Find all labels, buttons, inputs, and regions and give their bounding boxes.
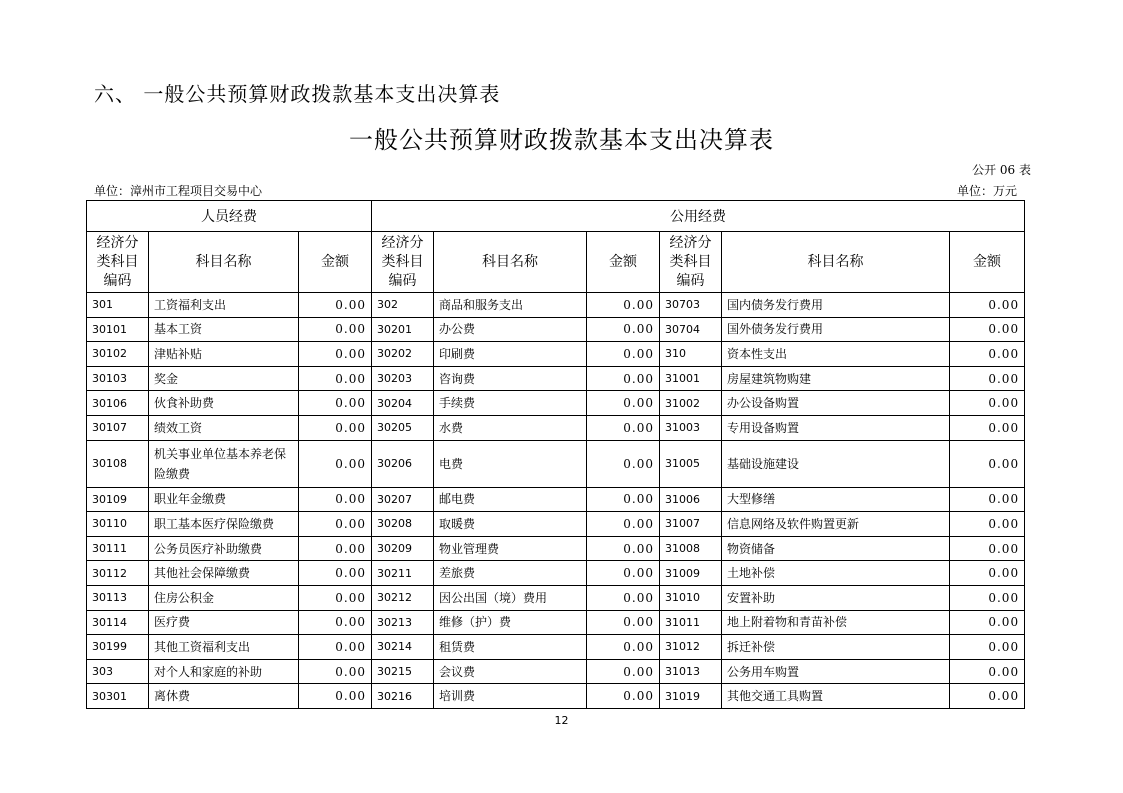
row-code: 30101 (87, 317, 149, 342)
page-number: 12 (554, 714, 569, 727)
row-code: 31009 (660, 561, 722, 586)
row-name: 国外债务发行费用 (722, 317, 950, 342)
table-row (87, 440, 1025, 487)
row-name: 印刷费 (434, 342, 587, 367)
row-name: 水费 (434, 415, 587, 440)
row-name: 职工基本医疗保险缴费 (149, 512, 299, 537)
row-code: 30108 (87, 440, 149, 487)
column-header-code: 经济分类科目编码 (87, 232, 149, 293)
row-code: 30214 (372, 635, 434, 660)
row-name: 拆迁补偿 (722, 635, 950, 660)
row-code: 30110 (87, 512, 149, 537)
row-amount: 0.00 (299, 635, 372, 660)
row-code: 301 (87, 293, 149, 318)
row-name: 差旅费 (434, 561, 587, 586)
row-amount: 0.00 (950, 391, 1025, 416)
row-name: 工资福利支出 (149, 293, 299, 318)
row-amount: 0.00 (299, 293, 372, 318)
row-code: 30207 (372, 487, 434, 512)
row-amount: 0.00 (950, 536, 1025, 561)
row-name: 会议费 (434, 659, 587, 684)
row-amount: 0.00 (587, 342, 660, 367)
row-name: 伙食补助费 (149, 391, 299, 416)
row-amount: 0.00 (587, 659, 660, 684)
row-amount: 0.00 (299, 391, 372, 416)
row-amount: 0.00 (950, 317, 1025, 342)
row-name: 基本工资 (149, 317, 299, 342)
row-name: 基础设施建设 (722, 440, 950, 487)
row-amount: 0.00 (299, 415, 372, 440)
page-title: 一般公共预算财政拨款基本支出决算表 (349, 126, 774, 154)
row-code: 302 (372, 293, 434, 318)
row-amount: 0.00 (587, 317, 660, 342)
column-header-code: 经济分类科目编码 (660, 232, 722, 293)
table-row (87, 415, 1025, 440)
row-code: 30205 (372, 415, 434, 440)
row-amount: 0.00 (950, 415, 1025, 440)
row-amount: 0.00 (299, 659, 372, 684)
row-amount: 0.00 (950, 684, 1025, 709)
row-code: 30204 (372, 391, 434, 416)
row-amount: 0.00 (950, 440, 1025, 487)
row-code: 31012 (660, 635, 722, 660)
row-code: 30301 (87, 684, 149, 709)
row-code: 30703 (660, 293, 722, 318)
row-code: 303 (87, 659, 149, 684)
row-name: 机关事业单位基本养老保险缴费 (149, 440, 299, 487)
row-code: 30113 (87, 585, 149, 610)
row-code: 31005 (660, 440, 722, 487)
row-name: 商品和服务支出 (434, 293, 587, 318)
unit-organization: 单位：漳州市工程项目交易中心 (94, 184, 263, 198)
row-name: 津贴补贴 (149, 342, 299, 367)
row-amount: 0.00 (299, 342, 372, 367)
column-header-name: 科目名称 (722, 232, 950, 293)
row-amount: 0.00 (587, 293, 660, 318)
row-name: 其他社会保障缴费 (149, 561, 299, 586)
row-code: 30201 (372, 317, 434, 342)
row-name: 办公设备购置 (722, 391, 950, 416)
row-amount: 0.00 (299, 684, 372, 709)
row-amount: 0.00 (299, 366, 372, 391)
row-code: 30206 (372, 440, 434, 487)
group-header-public: 公用经费 (372, 201, 1025, 232)
row-amount: 0.00 (950, 293, 1025, 318)
table-row (87, 585, 1025, 610)
row-code: 30114 (87, 610, 149, 635)
row-name: 维修（护）费 (434, 610, 587, 635)
budget-table (86, 200, 1025, 709)
table-row (87, 342, 1025, 367)
table-row (87, 635, 1025, 660)
row-code: 30203 (372, 366, 434, 391)
row-name: 绩效工资 (149, 415, 299, 440)
table-row (87, 561, 1025, 586)
row-name: 奖金 (149, 366, 299, 391)
row-name: 信息网络及软件购置更新 (722, 512, 950, 537)
table-body (87, 293, 1025, 709)
row-name: 物资储备 (722, 536, 950, 561)
row-amount: 0.00 (587, 487, 660, 512)
row-amount: 0.00 (587, 512, 660, 537)
row-code: 30107 (87, 415, 149, 440)
row-amount: 0.00 (299, 440, 372, 487)
row-code: 310 (660, 342, 722, 367)
table-row (87, 512, 1025, 537)
table-row (87, 317, 1025, 342)
row-amount: 0.00 (299, 487, 372, 512)
row-name: 房屋建筑物购建 (722, 366, 950, 391)
row-name: 其他工资福利支出 (149, 635, 299, 660)
column-header-code: 经济分类科目编码 (372, 232, 434, 293)
row-name: 专用设备购置 (722, 415, 950, 440)
row-amount: 0.00 (587, 684, 660, 709)
row-code: 31008 (660, 536, 722, 561)
row-amount: 0.00 (299, 561, 372, 586)
row-amount: 0.00 (950, 366, 1025, 391)
row-amount: 0.00 (299, 585, 372, 610)
row-code: 30202 (372, 342, 434, 367)
column-header-amount: 金额 (587, 232, 660, 293)
row-name: 邮电费 (434, 487, 587, 512)
row-code: 30208 (372, 512, 434, 537)
row-code: 30199 (87, 635, 149, 660)
row-code: 30111 (87, 536, 149, 561)
table-row (87, 536, 1025, 561)
row-code: 31007 (660, 512, 722, 537)
row-amount: 0.00 (950, 512, 1025, 537)
row-code: 31001 (660, 366, 722, 391)
row-name: 其他交通工具购置 (722, 684, 950, 709)
unit-currency: 单位：万元 (956, 184, 1017, 198)
row-name: 土地补偿 (722, 561, 950, 586)
row-amount: 0.00 (950, 659, 1025, 684)
table-row (87, 659, 1025, 684)
row-code: 31019 (660, 684, 722, 709)
row-amount: 0.00 (587, 415, 660, 440)
table-row (87, 391, 1025, 416)
row-amount: 0.00 (299, 317, 372, 342)
row-name: 租赁费 (434, 635, 587, 660)
table-row (87, 487, 1025, 512)
row-amount: 0.00 (950, 610, 1025, 635)
row-code: 31013 (660, 659, 722, 684)
row-name: 物业管理费 (434, 536, 587, 561)
row-amount: 0.00 (587, 536, 660, 561)
row-name: 资本性支出 (722, 342, 950, 367)
group-header-personnel: 人员经费 (87, 201, 372, 232)
row-name: 取暖费 (434, 512, 587, 537)
row-code: 30209 (372, 536, 434, 561)
row-name: 住房公积金 (149, 585, 299, 610)
row-name: 大型修缮 (722, 487, 950, 512)
row-amount: 0.00 (587, 561, 660, 586)
row-name: 办公费 (434, 317, 587, 342)
table-code: 公开 06 表 (972, 163, 1031, 177)
row-code: 30215 (372, 659, 434, 684)
row-code: 31010 (660, 585, 722, 610)
table-row (87, 366, 1025, 391)
row-code: 30213 (372, 610, 434, 635)
row-amount: 0.00 (587, 635, 660, 660)
row-name: 因公出国（境）费用 (434, 585, 587, 610)
row-amount: 0.00 (950, 561, 1025, 586)
row-amount: 0.00 (299, 610, 372, 635)
row-code: 31003 (660, 415, 722, 440)
row-code: 30704 (660, 317, 722, 342)
row-name: 公务员医疗补助缴费 (149, 536, 299, 561)
row-name: 手续费 (434, 391, 587, 416)
row-amount: 0.00 (950, 635, 1025, 660)
row-name: 安置补助 (722, 585, 950, 610)
row-amount: 0.00 (587, 440, 660, 487)
row-code: 31006 (660, 487, 722, 512)
row-amount: 0.00 (950, 342, 1025, 367)
table-row (87, 610, 1025, 635)
row-amount: 0.00 (950, 585, 1025, 610)
row-code: 30216 (372, 684, 434, 709)
row-amount: 0.00 (950, 487, 1025, 512)
row-amount: 0.00 (299, 536, 372, 561)
row-name: 职业年金缴费 (149, 487, 299, 512)
row-amount: 0.00 (587, 391, 660, 416)
row-code: 30109 (87, 487, 149, 512)
column-header-name: 科目名称 (149, 232, 299, 293)
row-amount: 0.00 (587, 585, 660, 610)
row-code: 30103 (87, 366, 149, 391)
row-name: 离休费 (149, 684, 299, 709)
row-name: 电费 (434, 440, 587, 487)
section-heading: 六、 一般公共预算财政拨款基本支出决算表 (94, 82, 501, 106)
row-name: 培训费 (434, 684, 587, 709)
row-amount: 0.00 (587, 610, 660, 635)
row-amount: 0.00 (299, 512, 372, 537)
column-header-name: 科目名称 (434, 232, 587, 293)
table-row (87, 293, 1025, 318)
row-code: 30212 (372, 585, 434, 610)
row-name: 国内债务发行费用 (722, 293, 950, 318)
row-code: 30211 (372, 561, 434, 586)
row-amount: 0.00 (587, 366, 660, 391)
row-name: 医疗费 (149, 610, 299, 635)
row-code: 30112 (87, 561, 149, 586)
row-name: 咨询费 (434, 366, 587, 391)
row-name: 地上附着物和青苗补偿 (722, 610, 950, 635)
row-name: 对个人和家庭的补助 (149, 659, 299, 684)
row-code: 31011 (660, 610, 722, 635)
row-code: 31002 (660, 391, 722, 416)
column-header-amount: 金额 (950, 232, 1025, 293)
table-row (87, 684, 1025, 709)
row-code: 30106 (87, 391, 149, 416)
row-name: 公务用车购置 (722, 659, 950, 684)
column-header-amount: 金额 (299, 232, 372, 293)
row-code: 30102 (87, 342, 149, 367)
